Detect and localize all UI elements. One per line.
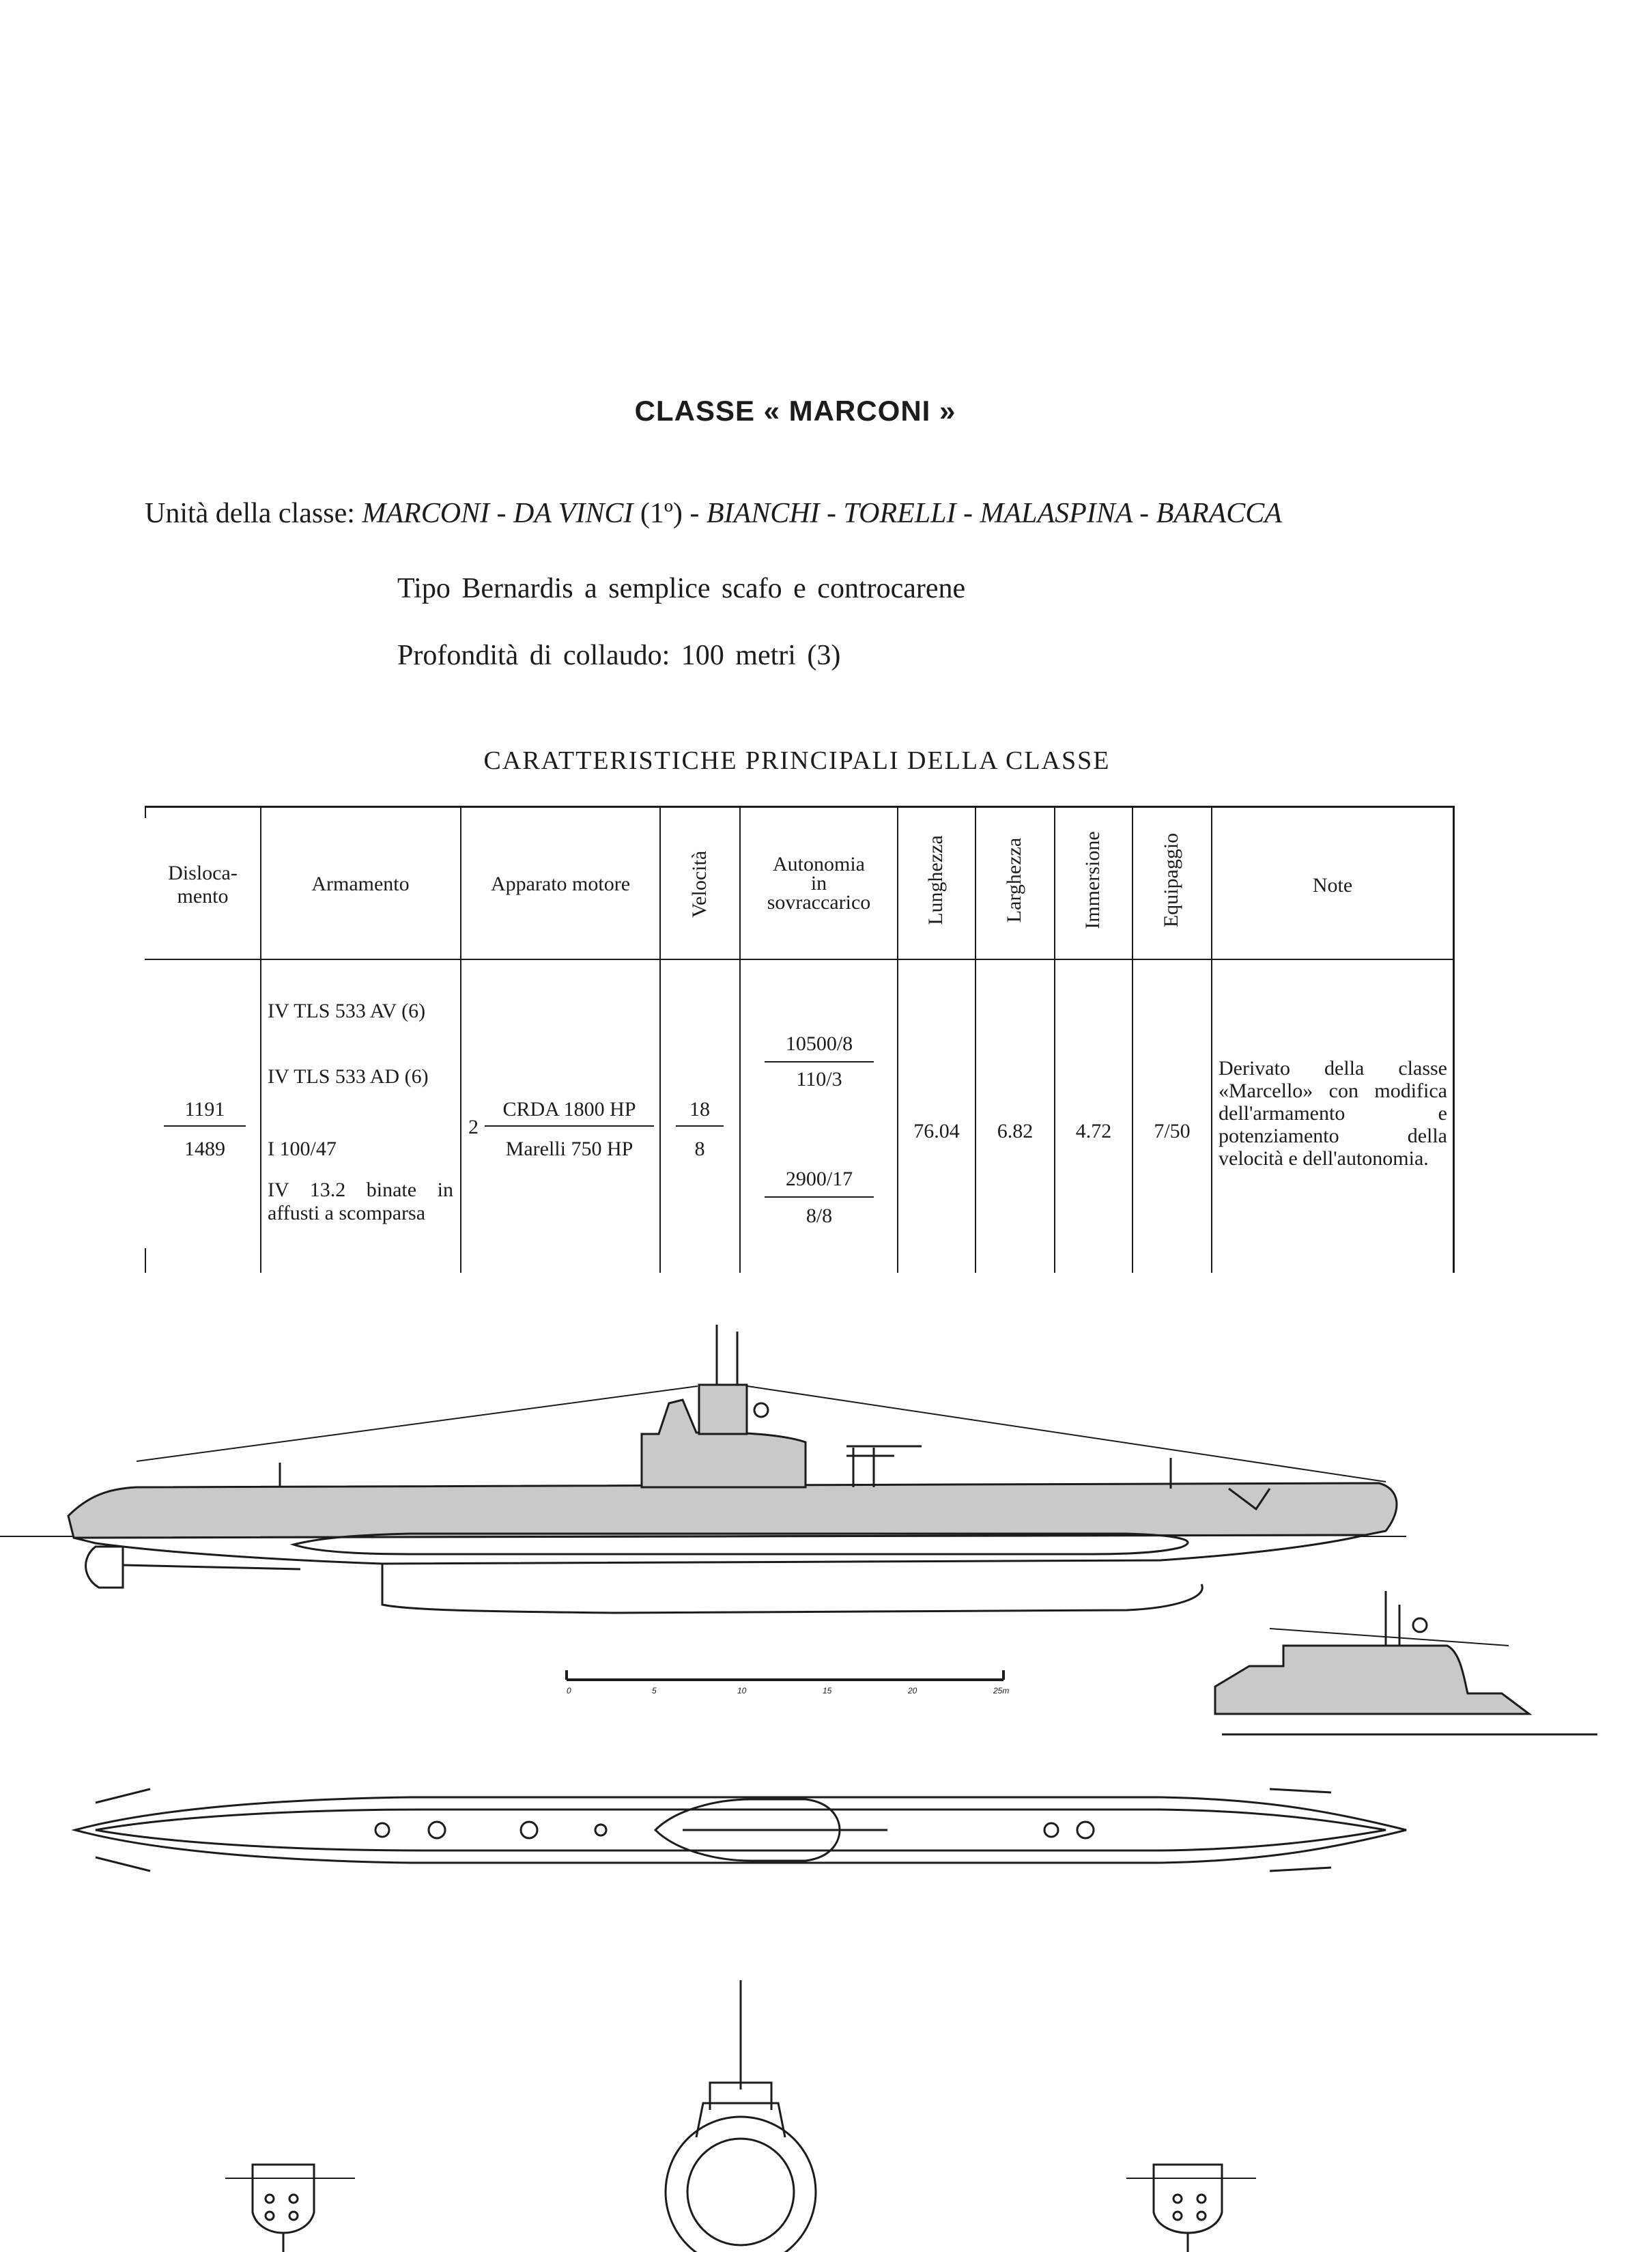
table-title: CARATTERISTICHE PRINCIPALI DELLA CLASSE [483, 746, 1111, 775]
midship-section-drawing [666, 1980, 816, 2252]
scale-tick-label: 10 [737, 1686, 747, 1695]
engine-electric: Marelli 750 HP [505, 1138, 633, 1160]
range-submerged: 110/3 [796, 1068, 842, 1090]
header-engine: Apparato motore [490, 873, 631, 895]
header-range: Autonomia in sovraccarico [767, 853, 871, 914]
beam-value: 6.82 [997, 1120, 1034, 1142]
range-surfaced-alt: 2900/17 [785, 1168, 853, 1190]
conning-tower-detail [1215, 1591, 1597, 1734]
displacement-surfaced: 1191 [184, 1098, 225, 1121]
bow-section-drawing [225, 2165, 355, 2252]
speed-submerged: 8 [694, 1138, 705, 1160]
range-surfaced: 10500/8 [785, 1032, 853, 1055]
header-draught: Immersione [1081, 831, 1104, 929]
plan-view-drawing [75, 1789, 1406, 1871]
side-profile-drawing [0, 1325, 1406, 1613]
scale-bar [567, 1670, 1003, 1680]
header-speed: Velocità [688, 850, 711, 918]
engine-count: 2 [468, 1116, 479, 1138]
armament-item: IV TLS 533 AD (6) [268, 1065, 429, 1088]
draught-value: 4.72 [1075, 1120, 1112, 1142]
stern-section-drawing [1126, 2165, 1256, 2252]
scale-tick-label: 20 [908, 1686, 917, 1695]
units-list-rest: - BIANCHI - TORELLI - MALASPINA - BARACCA [689, 498, 1282, 529]
submarine-plans [0, 1284, 1652, 2252]
header-armament: Armamento [311, 873, 410, 895]
header-notes: Note [1312, 874, 1353, 897]
scale-tick-label: 0 [567, 1686, 571, 1695]
armament-item: I 100/47 [268, 1138, 337, 1160]
header-beam: Larghezza [1003, 837, 1025, 923]
header-length: Lunghezza [924, 835, 947, 925]
speed-surfaced: 18 [689, 1098, 710, 1121]
header-displacement: Disloca- mento [168, 862, 238, 907]
length-value: 76.04 [913, 1120, 960, 1142]
displacement-submerged: 1489 [184, 1138, 225, 1160]
notes-text: Derivato della classe «Marcello» con modifica dell'armamento e potenziamento della velocità e dell'autonomia. [1219, 1057, 1447, 1170]
class-units-line [145, 497, 1282, 530]
units-list: MARCONI - DA VINCI [362, 498, 633, 529]
units-footnote: (1º) [640, 498, 683, 529]
depth-line: Profondità di collaudo: 100 metri (3) [397, 640, 841, 671]
range-submerged-alt: 8/8 [806, 1205, 833, 1227]
page-title: CLASSE « MARCONI » [634, 395, 956, 427]
type-line: Tipo Bernardis a semplice scafo e controcarene [397, 573, 966, 604]
units-label: Unità della classe: [145, 498, 355, 529]
armament-item: IV 13.2 binate in affusti a scomparsa [268, 1179, 453, 1224]
scale-tick-label: 15 [823, 1686, 832, 1695]
crew-value: 7/50 [1154, 1120, 1191, 1142]
scale-tick-label: 5 [652, 1686, 657, 1695]
header-crew: Equipaggio [1160, 832, 1182, 928]
engine-diesel: CRDA 1800 HP [502, 1098, 636, 1121]
scale-tick-label: 25m [993, 1686, 1010, 1695]
armament-item: IV TLS 533 AV (6) [268, 1000, 426, 1022]
